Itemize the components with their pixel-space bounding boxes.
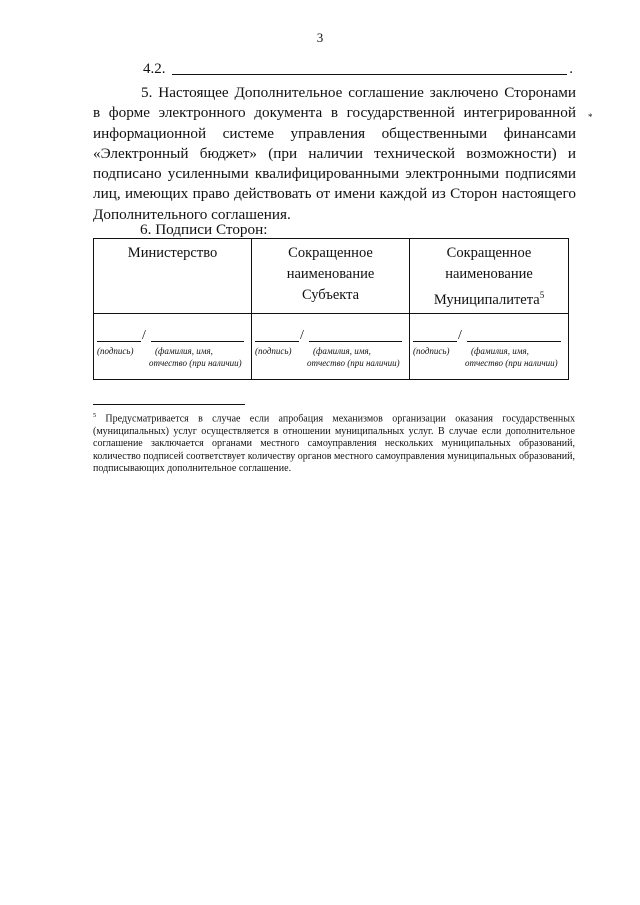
caption-patronymic: отчество (при наличии) [307, 358, 400, 368]
signature-block [413, 324, 565, 368]
signature-slash: / [300, 328, 304, 343]
footnote-text: Предусматривается в случае если апробация механизмов организации оказания государственных (муниципальных) услуг осуществляется в отношении муниципальных услуг. В случае если дополнительное соглашение заключается органами местного самоуправления нескольких муниципальных образований, количество подписей соответствует количеству органов местного самоуправления муниципальных образований, подписывающих дополнительное соглашение. [93, 413, 575, 475]
signature-block [97, 324, 248, 368]
item-4-2-blank-line [172, 60, 568, 75]
caption-signature: (подпись) [97, 346, 134, 356]
caption-name: (фамилия, имя, [471, 346, 529, 356]
caption-name: (фамилия, имя, [313, 346, 371, 356]
name-line [151, 341, 244, 342]
signature-line [413, 341, 457, 342]
signature-cell-municipality [410, 314, 569, 380]
header-ministry [94, 239, 252, 314]
signature-block [255, 324, 406, 368]
item-4-2-end: . [569, 61, 573, 77]
name-line [309, 341, 402, 342]
scan-speck: * [588, 112, 593, 122]
header-subject-line: наименование [286, 266, 375, 282]
table-header-row [94, 239, 569, 314]
signature-line [97, 341, 141, 342]
signature-slash: / [142, 328, 146, 343]
table-signature-row [94, 314, 569, 380]
header-municipality-text: Муниципалитета [433, 291, 540, 308]
signature-cell-ministry [94, 314, 252, 380]
caption-patronymic: отчество (при наличии) [465, 358, 558, 368]
caption-patronymic: отчество (при наличии) [149, 358, 242, 368]
header-municipality-line [410, 285, 568, 311]
caption-signature: (подпись) [255, 346, 292, 356]
item-4-2 [143, 60, 573, 78]
caption-name: (фамилия, имя, [155, 346, 213, 356]
page-number: 3 [316, 30, 324, 45]
paragraph-5: 5. Настоящее Дополнительное соглашение заключено Сторонами в форме электронного документа в государственной интегрированной информационной системе управления общественными финансами «Электронный бюджет» (при наличии технической возможности) и подписано усиленными квалифицированными электронными подписями лиц, имеющих право действовать от имени каждой из Сторон настоящего Дополнительного соглашения. [93, 84, 576, 223]
header-municipality-line: наименование [445, 266, 533, 282]
footnote-separator [93, 404, 245, 405]
header-subject-line: Субъекта [301, 287, 360, 303]
header-ministry-line: Министерство [127, 245, 218, 261]
signature-slash: / [458, 328, 462, 343]
header-subject [252, 239, 410, 314]
paragraph-6: 6. Подписи Сторон: [140, 221, 268, 238]
footnote-mark: 5 [93, 412, 97, 419]
footnote-ref: 5 [539, 290, 545, 300]
name-line [467, 341, 561, 342]
header-municipality [410, 239, 569, 314]
footnote-5 [93, 410, 575, 476]
header-subject-line: Сокращенное [288, 245, 373, 261]
item-4-2-label: 4.2. [143, 61, 166, 77]
signature-cell-subject [252, 314, 410, 380]
signature-line [255, 341, 299, 342]
signatures-table [93, 238, 569, 380]
caption-signature: (подпись) [413, 346, 450, 356]
header-municipality-line: Сокращенное [446, 245, 532, 261]
